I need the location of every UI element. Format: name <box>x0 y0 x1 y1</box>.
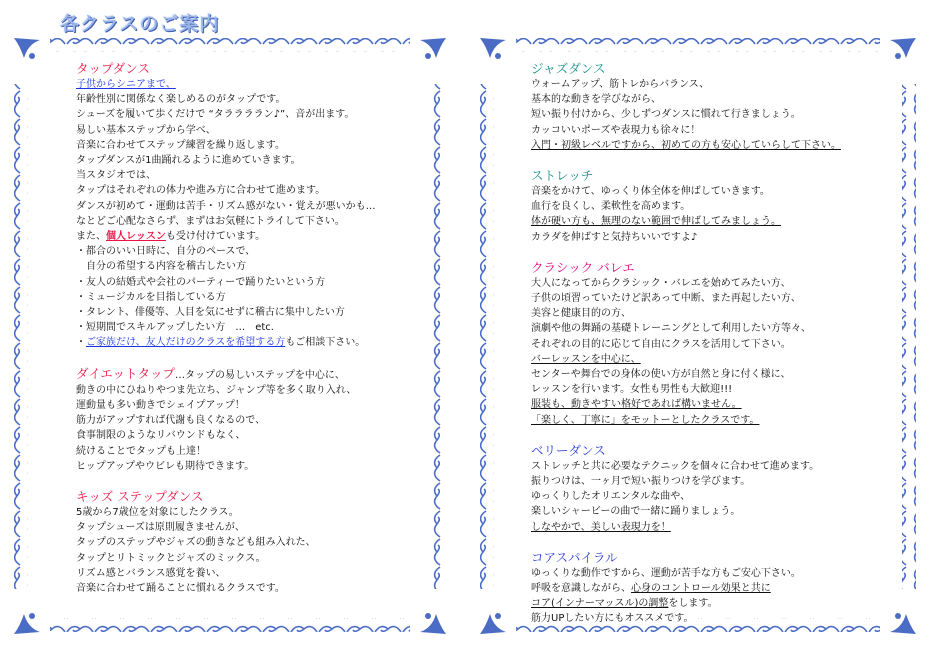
stretch-line: 血行を良くし、柔軟性を高めます。 <box>531 201 691 213</box>
jazz-line: カッコいいポーズや表現力も徐々に！ <box>531 124 701 136</box>
tap-bullet: ・ミュージカルを目指している方 <box>76 291 226 303</box>
ballet-line: 演劇や他の舞踊の基礎トレーニングとして利用したい方等々、 <box>531 323 811 335</box>
ballet-line: 大人になってからクラシック・バレエを始めてみたい方、 <box>531 277 791 289</box>
ballet-line: 子供の頃習っていたけど訳あって中断、また再起したい方、 <box>531 293 801 305</box>
diet-line: 食事制限のようなリバウンドもなく、 <box>76 430 246 442</box>
diet-line: 運動量も多い動きでシェイプアップ！ <box>76 400 245 412</box>
stretch-section <box>531 168 911 245</box>
ballet-bar-note: バーレッスンを中心に、 <box>531 353 641 365</box>
tap-line: 年齢性別に関係なく楽しめるのがタップです。 <box>76 94 286 106</box>
page-title: 各クラスのご案内 <box>60 13 220 35</box>
belly-note: しなやかで、美しい表現力を！ <box>531 521 671 533</box>
kids-line: 5歳から7歳位を対象にしたクラス。 <box>76 507 239 519</box>
belly-line: ストレッチと共に必要なテクニックを個々に合わせて進めます。 <box>531 460 820 472</box>
right-content <box>531 61 911 627</box>
tap-bullet: ・タレント、俳優等、人目を気にせずに稽古に集中したい方 <box>76 307 345 319</box>
diet-tap-heading-line <box>76 366 436 383</box>
tap-bullet: ・短期間でスキルアップしたい方 … etc. <box>76 322 274 334</box>
family-class-line <box>76 335 436 350</box>
kids-step-title: キッズ ステップダンス <box>76 489 204 505</box>
ballet-line: センターや舞台での身体の使い方が自然と身に付く様に、 <box>531 369 791 381</box>
core-adjust-underlined: コア(インナーマッスル)の調整 <box>531 598 669 610</box>
diet-tap-section <box>76 366 436 474</box>
tap-bullet: 自分の希望する内容を稽古したい方 <box>86 261 246 273</box>
stretch-tail: カラダを伸ばすと気持ちいいですよ♪ <box>531 231 698 243</box>
diet-line: ヒップアップやウビレも期待できます。 <box>76 460 255 472</box>
family-class-link[interactable]: ご家族だけ、友人だけのクラスを希望する方 <box>86 337 286 349</box>
tap-dance-section <box>76 61 436 351</box>
left-panel <box>10 34 450 638</box>
kids-line: リズム感とバランス感覚を養い、 <box>76 567 226 579</box>
core-breath-line <box>531 581 911 596</box>
diet-line: 筋力がアップすれば代謝も良くなるので、 <box>76 415 266 427</box>
core-spiral-title: コアスパイラル <box>531 549 618 565</box>
kids-step-section <box>76 489 436 596</box>
private-lesson-highlight: 個人レッスン <box>106 231 166 243</box>
belly-dance-section <box>531 443 911 535</box>
core-breath-underlined: 心身のコントロール効果と共に <box>631 583 771 595</box>
tap-bullet: ・都合のいい日時に、自分のペースで、 <box>76 246 256 258</box>
jazz-title: ジャズダンス <box>531 61 606 76</box>
ballet-section <box>531 260 911 428</box>
diet-line: 続けることでタップも上達！ <box>76 445 206 457</box>
private-post: も受け付けています。 <box>165 231 266 243</box>
tap-bullet: ・友人の結婚式や会社のパーティーで踊りたいという方 <box>76 276 326 288</box>
diet-tap-title: ダイエットタップ <box>76 365 176 381</box>
tap-line: 易しい基本ステップから学べ、 <box>76 124 216 136</box>
tap-line: タップはそれぞれの体力や進み方に合わせて進めます。 <box>76 185 326 197</box>
private-pre: また、 <box>76 231 106 243</box>
kids-line: タップのステップやジャズの動きなども組み入れた、 <box>76 537 316 549</box>
diet-line: 動きの中にひねりやつま先立ち、ジャンプ等を多く取り入れ、 <box>76 384 357 396</box>
jazz-line: ウォームアップ、筋トレからバランス、 <box>531 79 710 90</box>
belly-dance-title: ベリーダンス <box>531 442 606 458</box>
core-spiral-section <box>531 550 911 627</box>
tap-line: ダンスが初めて・運動は苦手・リズム感がない・覚えが悪いかも… <box>76 200 376 212</box>
private-lesson-line <box>76 229 436 244</box>
ballet-line: それぞれの目的に応じて自由にクラスを活用して下さい。 <box>531 338 791 350</box>
core-line: ゆっくりな動作ですから、運動が苦手な方もご安心下さい。 <box>531 567 801 579</box>
core-tail: 筋力UPしたい方にもオススメです。 <box>531 613 694 625</box>
tap-line: 音楽に合わせてステップ練習を繰り返します。 <box>76 139 285 151</box>
diet-tap-title-tail: …タップの易しいステップを中心に、 <box>175 369 345 381</box>
ballet-title: クラシック バレエ <box>531 259 635 275</box>
family-post: もご相談下さい。 <box>285 337 366 349</box>
tap-line: タップダンスが1曲踊れるように進めていきます。 <box>76 155 301 167</box>
tap-line: なとどご心配なさらず、まずはお気軽にトライして下さい。 <box>76 215 345 227</box>
family-pre: ・ <box>76 337 86 349</box>
jazz-line: 短い振り付けから、少しずつダンスに慣れて行きましょう。 <box>531 109 801 121</box>
core-breath-pre: 呼吸を意識しながら、 <box>531 583 631 595</box>
ballet-line: 美容と健康目的の方、 <box>531 308 631 320</box>
core-adjust-line <box>531 596 911 611</box>
jazz-section <box>531 61 911 153</box>
belly-line: 楽しいシャービーの曲で一緒に踊りましょう。 <box>531 506 741 518</box>
stretch-note: 体が硬い方も、無理のない範囲で伸ばしてみましょう。 <box>531 216 781 228</box>
ballet-line: レッスンを行います。女性も男性も大歓迎!!! <box>531 384 733 396</box>
ballet-clothes-note: 服装も、動きやすい格好であれば構いません。 <box>531 399 742 411</box>
tap-line: シューズを履いて歩くだけで “タララララン♪”、音が出ます。 <box>76 109 355 121</box>
core-adjust-post: をします。 <box>668 598 718 610</box>
tap-line: 当スタジオでは、 <box>76 170 156 182</box>
stretch-line: 音楽をかけて、ゆっくり体全体を伸ばしていきます。 <box>531 186 770 198</box>
tap-line: 子供からシニアまで、 <box>76 79 176 90</box>
jazz-line: 基本的な動きを学びながら、 <box>531 94 661 106</box>
left-content <box>76 61 436 596</box>
kids-line: タップシューズは原則履きませんが、 <box>76 522 245 534</box>
ballet-motto: 「楽しく、丁寧に」をモットーとしたクラスです。 <box>531 414 760 426</box>
jazz-note: 入門・初級レベルですから、初めての方も安心していらして下さい。 <box>531 139 841 151</box>
belly-line: ゆっくりしたオリエンタルな曲や、 <box>531 491 691 503</box>
stretch-title: ストレッチ <box>531 168 594 184</box>
kids-line: タップとリトミックとジャズのミックス。 <box>76 552 266 564</box>
kids-line: 音楽に合わせて踊ることに慣れるクラスです。 <box>76 583 285 595</box>
belly-line: 振りつけは、一ヶ月で短い振りつけを学びます。 <box>531 476 751 488</box>
tap-dance-title: タップダンス <box>76 61 150 76</box>
right-panel <box>476 34 920 638</box>
